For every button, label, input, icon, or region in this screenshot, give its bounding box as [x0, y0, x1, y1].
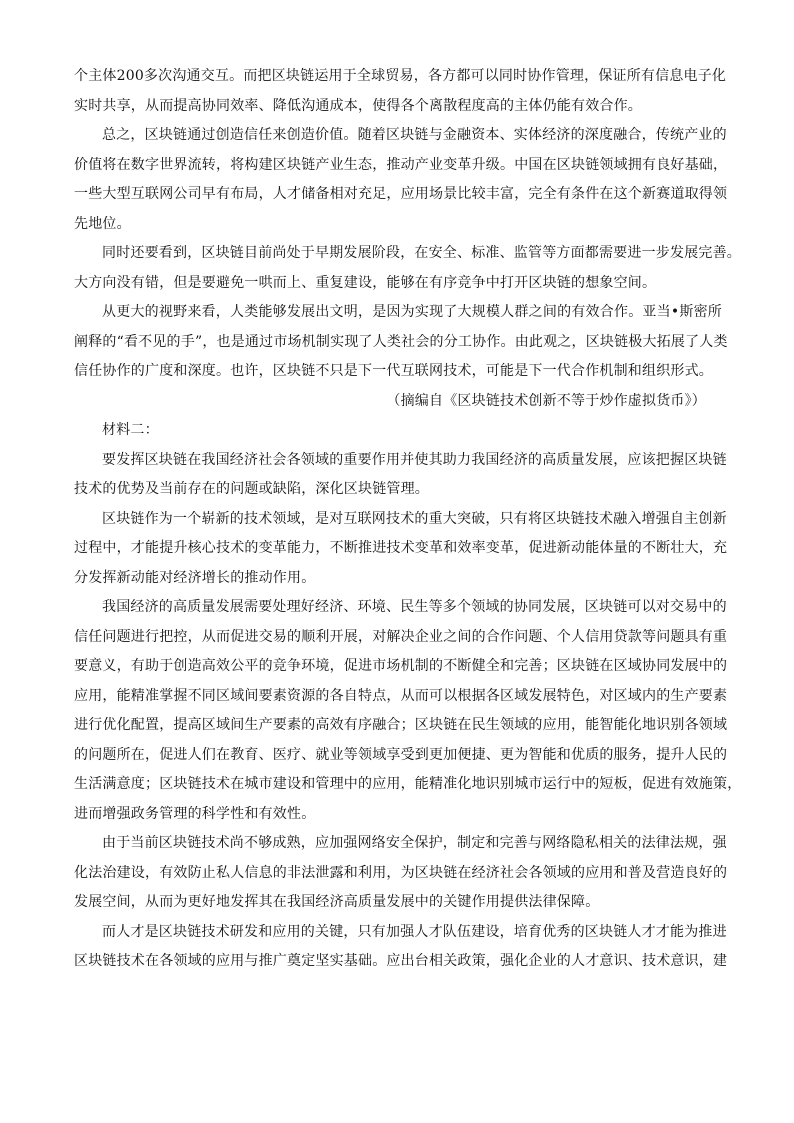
text-line: 的问题所在，促进人们在教育、医疗、就业等领域享受到更加便捷、更为智能和优质的服务，提升人民的	[74, 746, 728, 763]
text-line: 先地位。	[74, 215, 131, 232]
text-line: 应用，能精准掌握不同区域间要素资源的各自特点，从而可以根据各区域发展特色，对区域内的生产要素	[74, 687, 728, 704]
source-citation: （摘编自《区块链技术创新不等于炒作虚拟货币》）	[386, 392, 706, 409]
text-line: 进而增强政务管理的科学性和有效性。	[74, 805, 316, 822]
text-line: 区块链作为一个崭新的技术领域，是对互联网技术的重大突破，只有将区块链技术融入增强自主创新	[102, 510, 727, 527]
text-line: 个主体200多次沟通交互。而把区块链运用于全球贸易，各方都可以同时协作管理，保证所有信息电子化	[74, 68, 727, 84]
text-line: 总之，区块链通过创造信任来创造价值。随着区块链与金融资本、实体经济的深度融合，传统产业的	[102, 127, 727, 143]
text-line: 价值将在数字世界流转，将构建区块链产业生态，推动产业变革升级。中国在区块链领域拥有良好基础，	[74, 156, 728, 173]
text-line: 生活满意度；区块链技术在城市建设和管理中的应用，能精准化地识别城市运行中的短板，促进有效施策，	[74, 776, 742, 792]
text-line: 分发挥新动能对经济增长的推动作用。	[74, 569, 316, 586]
text-line: 区块链技术在各领域的应用与推广奠定坚实基础。应出台相关政策，强化企业的人才意识、技术意识，建	[74, 953, 728, 969]
text-line: 从更大的视野来看，人类能够发展出文明，是因为实现了大规模人群之间的有效合作。亚当•斯密所	[102, 304, 722, 320]
text-line: 材料二：	[102, 422, 159, 438]
text-line: 过程中，才能提升核心技术的变革能力，不断推进技术变革和效率变革，促进新动能体量的不断壮大，充	[74, 540, 728, 556]
text-line: 信任协作的广度和深度。也许，区块链不只是下一代互联网技术，可能是下一代合作机制和组织形式。	[74, 363, 713, 379]
text-line: 一些大型互联网公司早有布局，人才储备相对充足，应用场景比较丰富，完全有条件在这个新赛道取得领	[74, 186, 728, 202]
text-line: 要发挥区块链在我国经济社会各领域的重要作用并使其助力我国经济的高质量发展，应该把握区块链	[102, 451, 727, 468]
document-body	[74, 62, 742, 977]
text-line: 同时还要看到，区块链目前尚处于早期发展阶段，在安全、标准、监管等方面都需要进一步发展完善。	[102, 245, 741, 261]
text-line: 实时共享，从而提高协同效率、降低沟通成本，使得各个离散程度高的主体仍能有效合作。	[74, 97, 642, 114]
text-line: 阐释的“看不见的手”，也是通过市场机制实现了人类社会的分工协作。由此观之，区块链极大拓展了人类	[74, 333, 728, 350]
text-line: 由于当前区块链技术尚不够成熟，应加强网络安全保护，制定和完善与网络隐私相关的法律法规，强	[102, 835, 727, 851]
text-line: 我国经济的高质量发展需要处理好经济、环境、民生等多个领域的协同发展，区块链可以对交易中的	[102, 599, 727, 615]
text-line: 化法治建设，有效防止私人信息的非法泄露和利用，为区块链在经济社会各领域的应用和普及营造良好的	[74, 864, 728, 881]
text-line: 大方向没有错，但是要避免一哄而上、重复建设，能够在有序竞争中打开区块链的想象空间。	[74, 274, 657, 291]
text-line: 要意义，有助于创造高效公平的竞争环境，促进市场机制的不断健全和完善；区块链在区域协同发展中的	[74, 658, 728, 674]
text-line: 信任问题进行把控，从而促进交易的顺利开展，对解决企业之间的合作问题、个人信用贷款等问题具有重	[74, 628, 728, 645]
text-line: 技术的优势及当前存在的问题或缺陷，深化区块链管理。	[74, 481, 429, 497]
text-line: 进行优化配置，提高区域间生产要素的高效有序融合；区块链在民生领域的应用，能智能化地识别各领域	[74, 717, 728, 733]
text-line: 发展空间，从而为更好地发挥其在我国经济高质量发展中的关键作用提供法律保障。	[74, 894, 600, 910]
text-line: 而人才是区块链技术研发和应用的关键，只有加强人才队伍建设，培育优秀的区块链人才才能为推进	[102, 923, 727, 940]
